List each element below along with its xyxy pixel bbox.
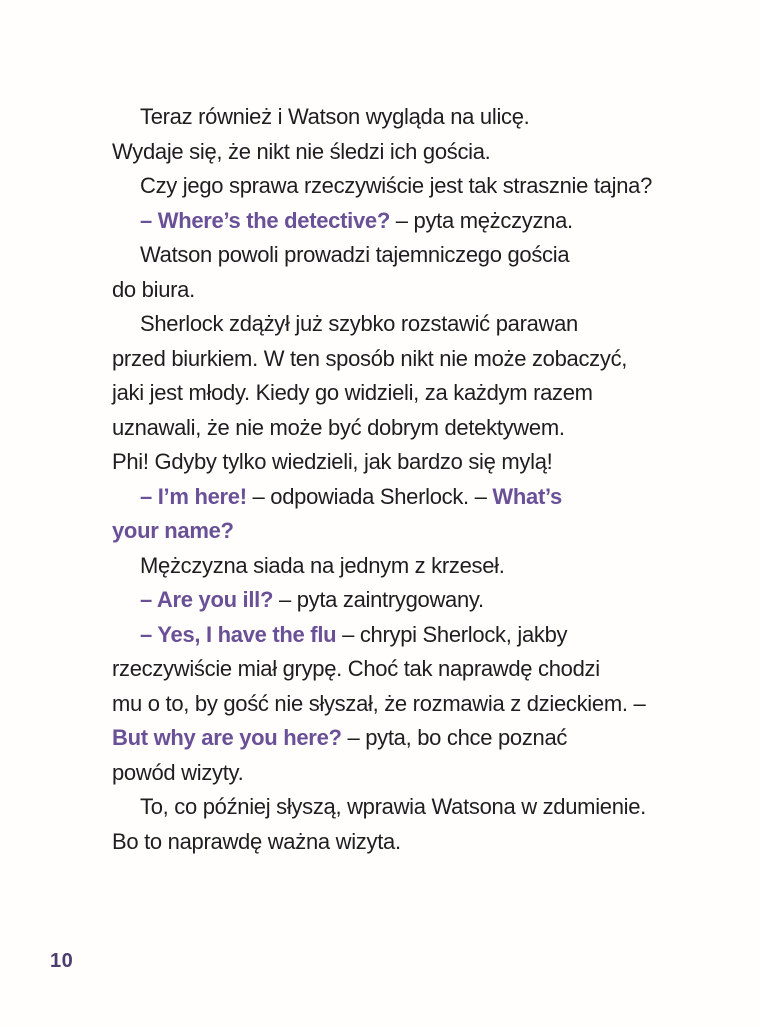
story-text [112,100,720,859]
text-segment: Bo to naprawdę ważna wizyta. [112,828,401,854]
text-segment: – chrypi Sherlock, jakby [336,621,568,647]
text-line [112,583,720,618]
text-segment: – odpowiada Sherlock. – [246,483,493,509]
text-line [112,618,720,653]
text-line [112,169,720,204]
text-segment: powód wizyty. [112,759,244,785]
text-segment: – pyta, bo chce poznać [341,725,568,750]
text-segment: do biura. [112,276,195,302]
text-line [112,480,720,515]
english-phrase: But why are you here? [112,725,342,750]
text-segment: Mężczyzna siada na jednym z krzeseł. [140,552,505,578]
text-line [112,238,720,273]
text-line [112,549,720,584]
text-segment: Watson powoli prowadzi tajemniczego gościa [140,242,570,267]
text-line [112,273,720,308]
english-phrase: – I’m here! [140,483,247,509]
text-line [112,514,720,549]
text-segment: przed biurkiem. W ten sposób nikt nie może zobaczyć, [112,345,628,371]
text-line [112,376,720,411]
text-segment: rzeczywiście miał grypę. Choć tak naprawdę chodzi [112,656,600,681]
text-segment: Czy jego sprawa rzeczywiście jest tak strasznie tajna? [140,173,653,198]
text-line [112,721,720,756]
english-phrase: – Yes, I have the flu [140,621,337,647]
page-number: 10 [50,950,74,972]
english-phrase: your name? [112,518,234,543]
text-line [112,135,720,170]
text-segment: Teraz również i Watson wygląda na ulicę. [140,104,530,129]
text-segment: jaki jest młody. Kiedy go widzieli, za każdym razem [112,380,593,405]
text-segment: To, co później słyszą, wprawia Watsona w zdumienie. [140,794,646,819]
english-phrase: What’s [492,483,562,509]
text-line [112,307,720,342]
text-line [112,342,720,377]
text-line [112,756,720,791]
text-segment: Phi! Gdyby tylko wiedzieli, jak bardzo się mylą! [112,449,553,474]
english-phrase: – Are you ill? [140,587,274,612]
text-line [112,445,720,480]
text-line [112,825,720,860]
text-segment: Wydaje się, że nikt nie śledzi ich gościa. [112,138,491,164]
text-line [112,652,720,687]
text-segment: – pyta zaintrygowany. [273,587,484,612]
text-line [112,411,720,446]
text-segment: – pyta mężczyzna. [389,207,573,233]
text-line [112,790,720,825]
text-segment: uznawali, że nie może być dobrym detektywem. [112,414,565,440]
text-line [112,204,720,239]
text-line [112,100,720,135]
text-segment: mu o to, by gość nie słyszał, że rozmawia z dzieckiem. – [112,690,646,716]
english-phrase: – Where’s the detective? [140,207,390,233]
text-segment: Sherlock zdążył już szybko rozstawić parawan [140,311,578,336]
text-line [112,687,720,722]
